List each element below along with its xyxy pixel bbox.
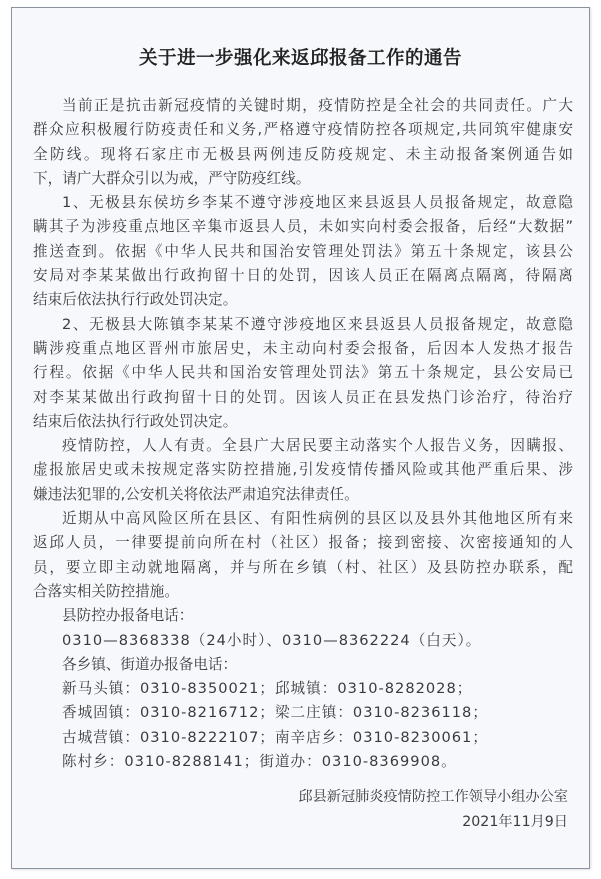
text-line: 推送查到。依据《中华人民共和国治安管理处罚法》第五十条规定，该县公 bbox=[33, 242, 573, 260]
paragraph-reporting-requirement bbox=[33, 507, 573, 604]
county-hotline-numbers: 0310—8368338（24小时）、0310—8362224（白天）。 bbox=[62, 631, 482, 649]
text-line: 1、无极县东侯坊乡李某不遵守涉疫地区来县返县人员报备规定，故意隐 bbox=[62, 194, 573, 212]
county-hotline-label: 县防控办报备电话： bbox=[62, 607, 194, 625]
text-line: 瞒其子为涉疫重点地区辛集市返县人员，未如实向村委会报备，后经“大数据” bbox=[33, 218, 573, 236]
signature-block bbox=[298, 785, 568, 835]
township-hotline-line: 陈村乡：0310-8288141；街道办：0310-8369908。 bbox=[62, 753, 457, 771]
text-line: 全防线。现将石家庄市无极县两例违反防疫规定、未主动报备案例通告如 bbox=[33, 145, 573, 163]
text-line: 瞒涉疫重点地区晋州市旅居史，未主动向村委会报备，后因本人发热才报告 bbox=[33, 339, 573, 357]
text-line: 合落实相关防控措施。 bbox=[33, 582, 179, 600]
paragraph-responsibility bbox=[33, 434, 573, 507]
paragraph-intro bbox=[33, 94, 573, 191]
paragraph-case-1 bbox=[33, 191, 573, 312]
text-line: 返邱人员，一律要提前向所在村（社区）报备；接到密接、次密接通知的人 bbox=[33, 534, 573, 552]
text-line: 当前正是抗击新冠疫情的关键时期，疫情防控是全社会的共同责任。广大 bbox=[62, 97, 573, 114]
issue-date: 2021年11月9日 bbox=[462, 814, 568, 830]
text-line: 虚报旅居史或未按规定落实防控措施,引发疫情传播风险或其他严重后果、涉 bbox=[33, 461, 573, 479]
text-line: 嫌违法犯罪的,公安机关将依法严肃追究法律责任。 bbox=[33, 485, 359, 503]
text-line: 行程。依据《中华人民共和国治安管理处罚法》第五十条规定，县公安局已 bbox=[33, 364, 573, 382]
text-line: 安局对李某某做出行政拘留十日的处罚，因该人员正在隔离点隔离，待隔离 bbox=[33, 267, 573, 285]
township-hotlines-label: 各乡镇、街道办报备电话： bbox=[62, 655, 238, 673]
notice-title: 关于进一步强化来返邱报备工作的通告 bbox=[138, 48, 462, 69]
paragraph-case-2 bbox=[33, 313, 573, 434]
text-line: 群众应积极履行防疫责任和义务,严格遵守疫情防控各项规定,共同筑牢健康安 bbox=[33, 121, 573, 139]
text-line: 员，要立即主动就地隔离，并与所在乡镇（村、社区）及县防控办联系，配 bbox=[33, 558, 573, 576]
text-line: 疫情防控，人人有责。全县广大居民要主动落实个人报告义务，因瞒报、 bbox=[62, 437, 573, 455]
text-line: 对李某某做出行政拘留十日的处罚。因该人员正在县发热门诊治疗，待治疗 bbox=[33, 388, 573, 406]
township-hotline-line: 香城固镇：0310-8216712；梁二庄镇：0310-8236118； bbox=[62, 704, 488, 722]
text-line: 2、无极县大陈镇李某某不遵守涉疫地区来县返县人员报备规定，故意隐 bbox=[62, 315, 573, 333]
county-hotline-section bbox=[33, 604, 573, 653]
township-hotlines-section bbox=[33, 653, 573, 774]
text-line: 结束后依法执行行政处罚决定。 bbox=[33, 412, 238, 430]
text-line: 下，请广大群众引以为戒，严守防疫红线。 bbox=[33, 169, 311, 187]
notice-body bbox=[33, 94, 573, 774]
text-line: 结束后依法执行行政处罚决定。 bbox=[33, 291, 238, 309]
text-line: 近期从中高风险区所在县区、有阳性病例的县区以及县外其他地区所有来 bbox=[62, 510, 573, 528]
notice-frame bbox=[11, 7, 590, 869]
issuer: 邱县新冠肺炎疫情防控工作领导小组办公室 bbox=[298, 789, 568, 805]
township-hotline-line: 新马头镇：0310-8350021；邱城镇：0310-8282028； bbox=[62, 680, 473, 698]
township-hotline-line: 古城营镇：0310-8222107；南辛店乡：0310-8230061； bbox=[62, 728, 488, 746]
